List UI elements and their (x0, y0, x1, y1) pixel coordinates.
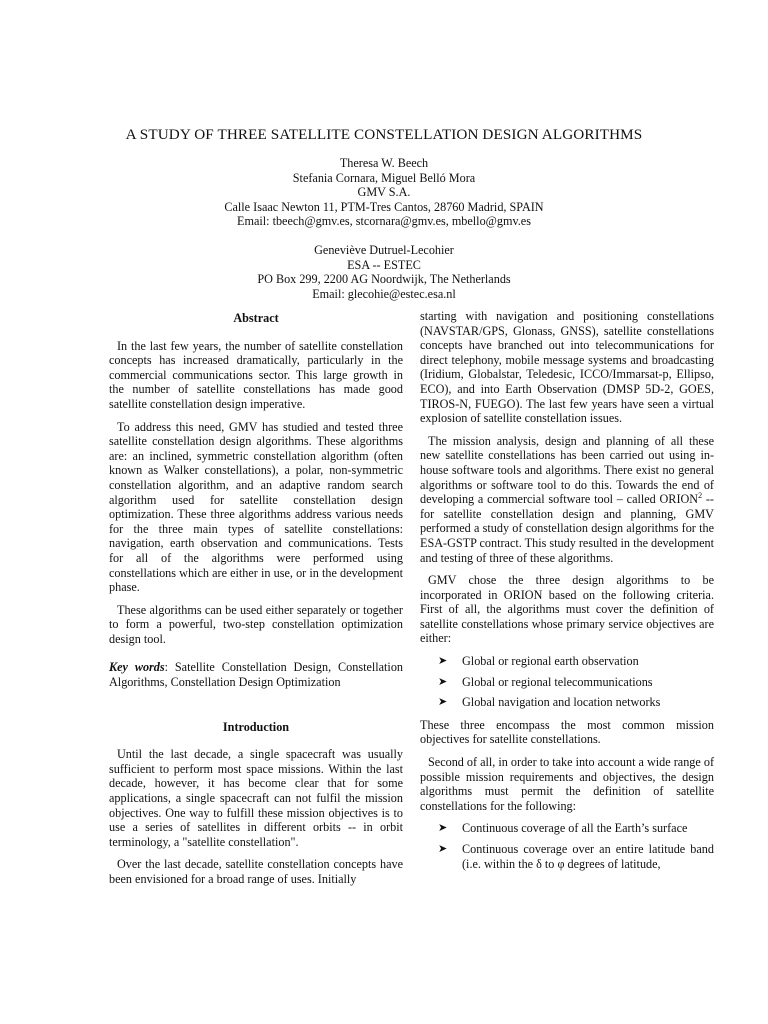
body-paragraph: GMV chose the three design algorithms to be incorporated in ORION based on the following criteria. First of all, the algorithms must cover the definition of satellite constellations whose primary service objectives are either: (420, 573, 714, 646)
author-name: Geneviève Dutruel-Lecohier (314, 242, 454, 257)
list-item (420, 821, 714, 836)
author-affiliations (0, 156, 768, 301)
objectives-list (420, 654, 714, 710)
list-item-text: Global or regional earth observation (462, 654, 639, 669)
footnote-marker: 2 (698, 491, 703, 501)
body-paragraph: starting with navigation and positioning constellations (NAVSTAR/GPS, Glonass, GNSS), satellite constellations concepts have branched out into telecommunications for direct telephony, mobile message systems and broadcasting (Iridium, Globalstar, Teledesic, ICCO/Immarsat-p, Ellipso, ECO), and into Earth Observation (DMSP 5D-2, GOES, TIROS-N, FUEGO). The last few years have seen a virtual explosion of satellite constellation issues. (420, 309, 714, 426)
keywords-label: Key words (109, 660, 165, 675)
right-column (420, 309, 714, 879)
address: Calle Isaac Newton 11, PTM-Tres Cantos, 28760 Madrid, SPAIN (224, 199, 544, 214)
arrow-bullet-icon: ➤ (438, 696, 448, 709)
author-name: Theresa W. Beech (339, 156, 429, 170)
intro-paragraph: Over the last decade, satellite constellation concepts have been envisioned for a broad range of uses. Initially (109, 857, 403, 886)
body-text: -- for satellite constellation design and planning, GMV performed a study of constellation design algorithms for the ESA-GSTP contract. This study resulted in the development and testing of three of these algorithms. (420, 492, 714, 565)
author-names: Stefania Cornara, Miguel Belló Mora (292, 170, 476, 185)
list-item-text: Continuous coverage of all the Earth’s surface (462, 821, 688, 836)
coverage-list (420, 821, 714, 871)
body-paragraph: Second of all, in order to take into account a wide range of possible mission requirements and objectives, the design algorithms must permit the definition of satellite constellations for the following: (420, 755, 714, 813)
affiliation: GMV S.A. (357, 185, 411, 200)
list-item (420, 654, 714, 669)
intro-paragraph: Until the last decade, a single spacecraft was usually sufficient to perform most space missions. Within the last decade, however, it has become clear that for some applications, a single spacecraft can not fulfil the mission objectives. One way to fulfill these mission objectives is to use a series of satellites in different orbits -- in orbit terminology, a "satellite constellation". (109, 747, 403, 849)
abstract-paragraph: These algorithms can be used either separately or together to form a powerful, two-step constellation optimization design tool. (109, 602, 403, 646)
address: PO Box 299, 2200 AG Noordwijk, The Netherlands (257, 272, 511, 287)
body-paragraph: These three encompass the most common mission objectives for satellite constellations. (420, 717, 714, 747)
email: Email: glecohie@estec.esa.nl (312, 286, 456, 301)
body-text: The mission analysis, design and planning of all these new satellite constellations has been carried out using in-house software tools and algorithms. There exist no general algorithms or software tool to do this. Towards the end of developing a commercial software tool – called ORION (420, 433, 714, 507)
abstract-paragraph: To address this need, GMV has studied and tested three satellite constellation design algorithms. These algorithms are: an inclined, symmetric constellation algorithm (often known as Walker constellations), a polar, non-symmetric constellation algorithm, and an adaptive random search algorithm used for satellite constellation design optimization. These three algorithms address various needs for the three main types of satellite constellations: navigation, earth observation and communications. Tests for all of the algorithms were performed using constellations which are either in use, or in the development phase. (109, 419, 403, 595)
introduction-heading: Introduction (222, 719, 290, 734)
arrow-bullet-icon: ➤ (438, 843, 448, 855)
keywords (109, 660, 403, 689)
list-item (420, 695, 714, 710)
abstract-paragraph: In the last few years, the number of satellite constellation concepts has increased dramatically, particularly in the commercial communications sector. This large growth in the number of satellite constellations has made good satellite constellation design imperative. (109, 338, 403, 411)
arrow-bullet-icon: ➤ (438, 675, 448, 688)
body-paragraph (420, 434, 714, 565)
affiliation: ESA -- ESTEC (347, 257, 421, 272)
email: Email: tbeech@gmv.es, stcornara@gmv.es, mbello@gmv.es (237, 214, 531, 229)
list-item-text: Continuous coverage over an entire latitude band (i.e. within the δ to φ degrees of latitude, (462, 842, 714, 871)
list-item-text: Global navigation and location networks (462, 695, 661, 710)
abstract-heading: Abstract (233, 311, 279, 325)
list-item-text: Global or regional telecommunications (462, 674, 653, 689)
paper-title: A STUDY OF THREE SATELLITE CONSTELLATION DESIGN ALGORITHMS (125, 126, 643, 143)
arrow-bullet-icon: ➤ (438, 822, 448, 835)
left-column (109, 311, 403, 895)
arrow-bullet-icon: ➤ (438, 655, 448, 668)
list-item (420, 842, 714, 871)
list-item (420, 675, 714, 690)
keywords-text: : Satellite Constellation Design, Constellation Algorithms, Constellation Design Optimization (109, 660, 404, 690)
